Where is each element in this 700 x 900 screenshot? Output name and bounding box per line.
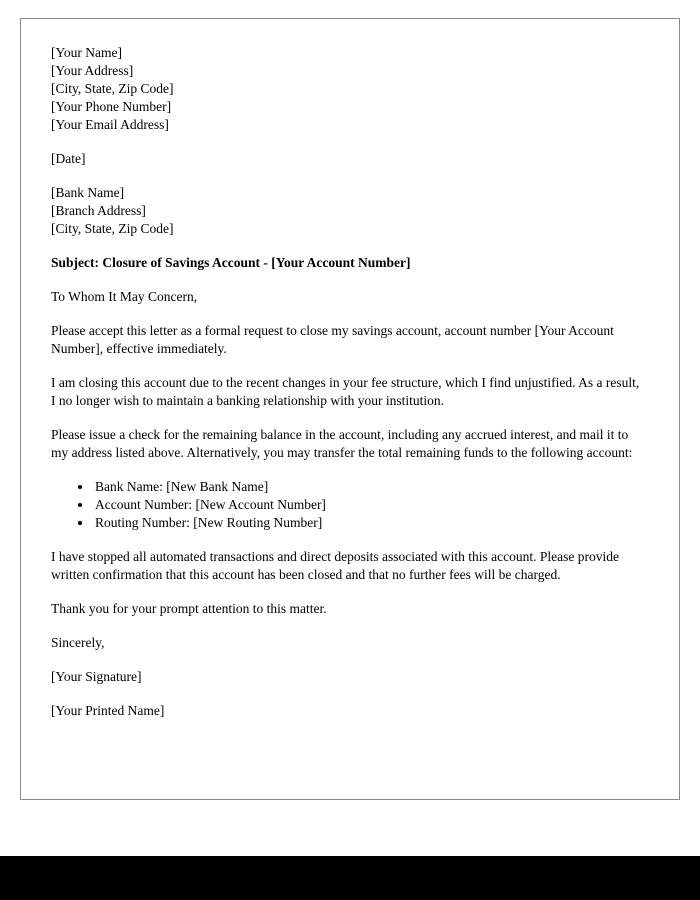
sender-address-line: [Your Address] — [51, 63, 134, 78]
recipient-address-block — [51, 184, 641, 238]
sender-phone-line: [Your Phone Number] — [51, 99, 172, 114]
bullet-new-bank-name: • Bank Name: [New Bank Name] — [93, 478, 641, 496]
sender-name-line: [Your Name] — [51, 45, 122, 60]
paragraph-balance-instructions: Please issue a check for the remaining balance in the account, including any accrued interest, and mail it to my address listed above. Alternatively, you may transfer the total remaining funds to the following account: — [51, 427, 633, 460]
date-line: [Date] — [51, 151, 86, 166]
signature-placeholder: [Your Signature] — [51, 669, 142, 684]
subject-line: Subject: Closure of Savings Account - [Your Account Number] — [51, 255, 411, 270]
bullet-new-account-number: • Account Number: [New Account Number] — [93, 496, 641, 514]
paragraph-close-request: Please accept this letter as a formal request to close my savings account, account number [Your Account Number], effective immediately. — [51, 323, 614, 356]
bank-name-line: [Bank Name] — [51, 185, 125, 200]
bottom-black-bar — [0, 856, 700, 900]
printed-name-placeholder: [Your Printed Name] — [51, 703, 165, 718]
sender-email-line: [Your Email Address] — [51, 117, 169, 132]
letter-document — [20, 18, 680, 800]
branch-address-line: [Branch Address] — [51, 203, 146, 218]
bullet-new-routing-number: • Routing Number: [New Routing Number] — [93, 514, 641, 532]
sender-address-block — [51, 44, 641, 134]
recipient-city-state-zip-line: [City, State, Zip Code] — [51, 221, 174, 236]
sender-city-state-zip-line: [City, State, Zip Code] — [51, 81, 174, 96]
closing-line: Sincerely, — [51, 635, 105, 650]
paragraph-closure-reason: I am closing this account due to the recent changes in your fee structure, which I find unjustified. As a result, I no longer wish to maintain a banking relationship with your institution. — [51, 375, 640, 408]
paragraph-thanks: Thank you for your prompt attention to this matter. — [51, 601, 327, 616]
paragraph-confirmation-request: I have stopped all automated transactions and direct deposits associated with this account. Please provide written confirmation that this account has been closed and that no further fees will be charged. — [51, 549, 619, 582]
salutation: To Whom It May Concern, — [51, 289, 198, 304]
transfer-account-list — [51, 478, 641, 532]
